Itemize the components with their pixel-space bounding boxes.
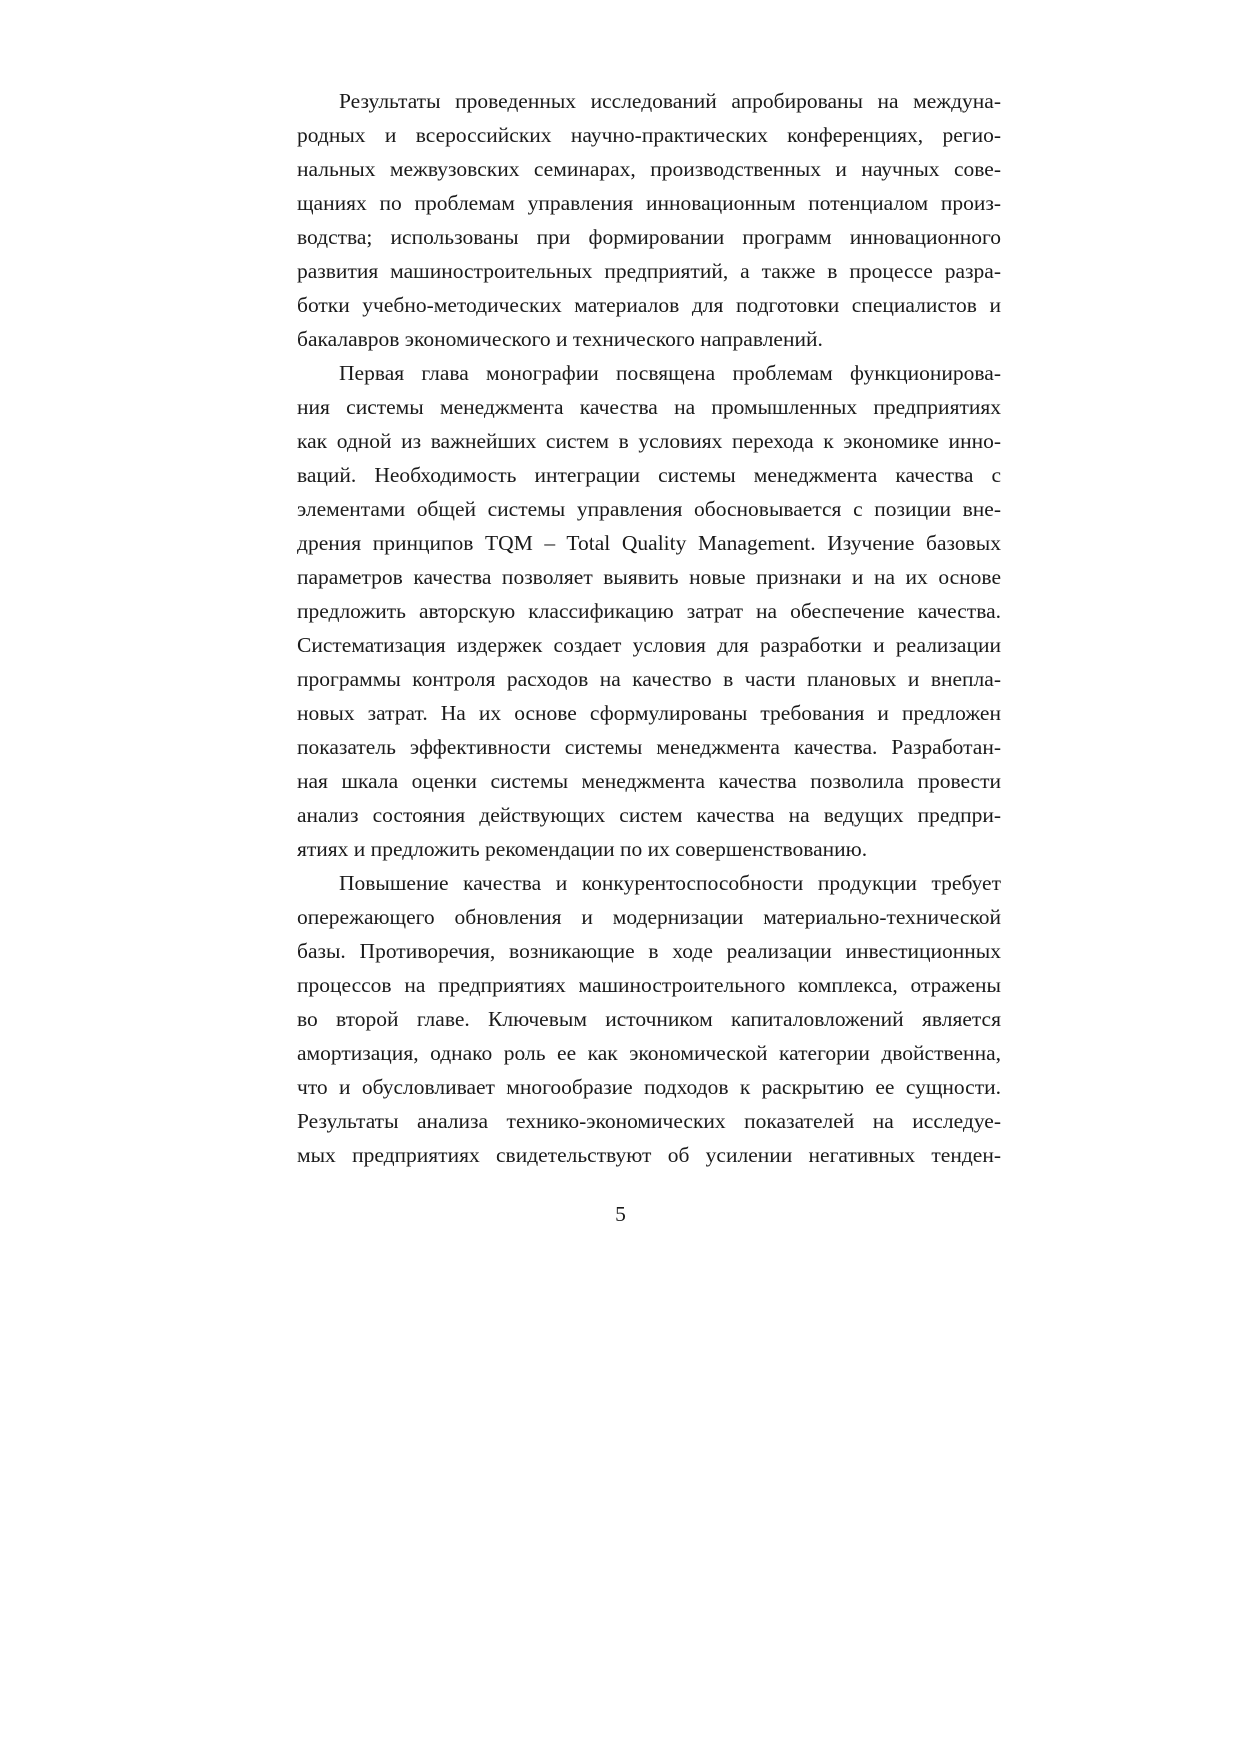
paragraph-line: процессов на предприятиях машиностроительного комплекса, отражены [297,973,1001,997]
paragraph-line: дрения принципов TQM – Total Quality Management. Изучение базовых [297,531,1001,555]
paragraph-line: во второй главе. Ключевым источником капиталовложений является [297,1007,1001,1031]
paragraph-line: как одной из важнейших систем в условиях перехода к экономике инно- [297,429,1001,453]
paragraph-line: развития машиностроительных предприятий, а также в процессе разра- [297,259,1001,283]
paragraph-line: амортизация, однако роль ее как экономической категории двойственна, [297,1041,1001,1065]
body-text [297,84,1001,1172]
paragraph-line: ная шкала оценки системы менеджмента качества позволила провести [297,769,1001,793]
paragraph-line: базы. Противоречия, возникающие в ходе реализации инвестиционных [297,939,1001,963]
paragraph-line: Первая глава монографии посвящена проблемам функционирова- [339,361,1001,385]
paragraph-line: показатель эффективности системы менеджмента качества. Разработан- [297,735,1001,759]
paragraph-line: водства; использованы при формировании программ инновационного [297,225,1001,249]
paragraph-line: новых затрат. На их основе сформулированы требования и предложен [297,701,1001,725]
paragraph-line: Систематизация издержек создает условия для разработки и реализации [297,633,1001,657]
paragraph-line: программы контроля расходов на качество в части плановых и внепла- [297,667,1001,691]
paragraph-line: бакалавров экономического и технического направлений. [297,327,823,351]
paragraph-line: параметров качества позволяет выявить новые признаки и на их основе [297,565,1001,589]
paragraph-line: щаниях по проблемам управления инновационным потенциалом произ- [297,191,1001,215]
paragraph-line: мых предприятиях свидетельствуют об усилении негативных тенден- [297,1143,1001,1167]
paragraph-line: ятиях и предложить рекомендации по их совершенствованию. [297,837,868,861]
paragraph-line: ния системы менеджмента качества на промышленных предприятиях [297,395,1001,419]
paragraph-line: предложить авторскую классификацию затрат на обеспечение качества. [297,599,1001,623]
paragraph-line: что и обусловливает многообразие подходов к раскрытию ее сущности. [297,1075,1001,1099]
paragraph-line: элементами общей системы управления обосновывается с позиции вне- [297,497,1001,521]
paragraph-line: Результаты анализа технико-экономических показателей на исследуе- [297,1109,1001,1133]
paragraph-line: опережающего обновления и модернизации материально-технической [297,905,1001,929]
paragraph-line: ваций. Необходимость интеграции системы менеджмента качества с [297,463,1001,487]
paragraph-line: Повышение качества и конкурентоспособности продукции требует [339,871,1001,895]
page-number: 5 [615,1202,626,1226]
paragraph-line: анализ состояния действующих систем качества на ведущих предпри- [297,803,1001,827]
paragraph-line: ботки учебно-методических материалов для подготовки специалистов и [297,293,1001,317]
paragraph-line: нальных межвузовских семинарах, производственных и научных сове- [297,157,1001,181]
paragraph-line: Результаты проведенных исследований апробированы на междуна- [339,89,1001,113]
paragraph-line: родных и всероссийских научно-практических конференциях, регио- [297,123,1001,147]
